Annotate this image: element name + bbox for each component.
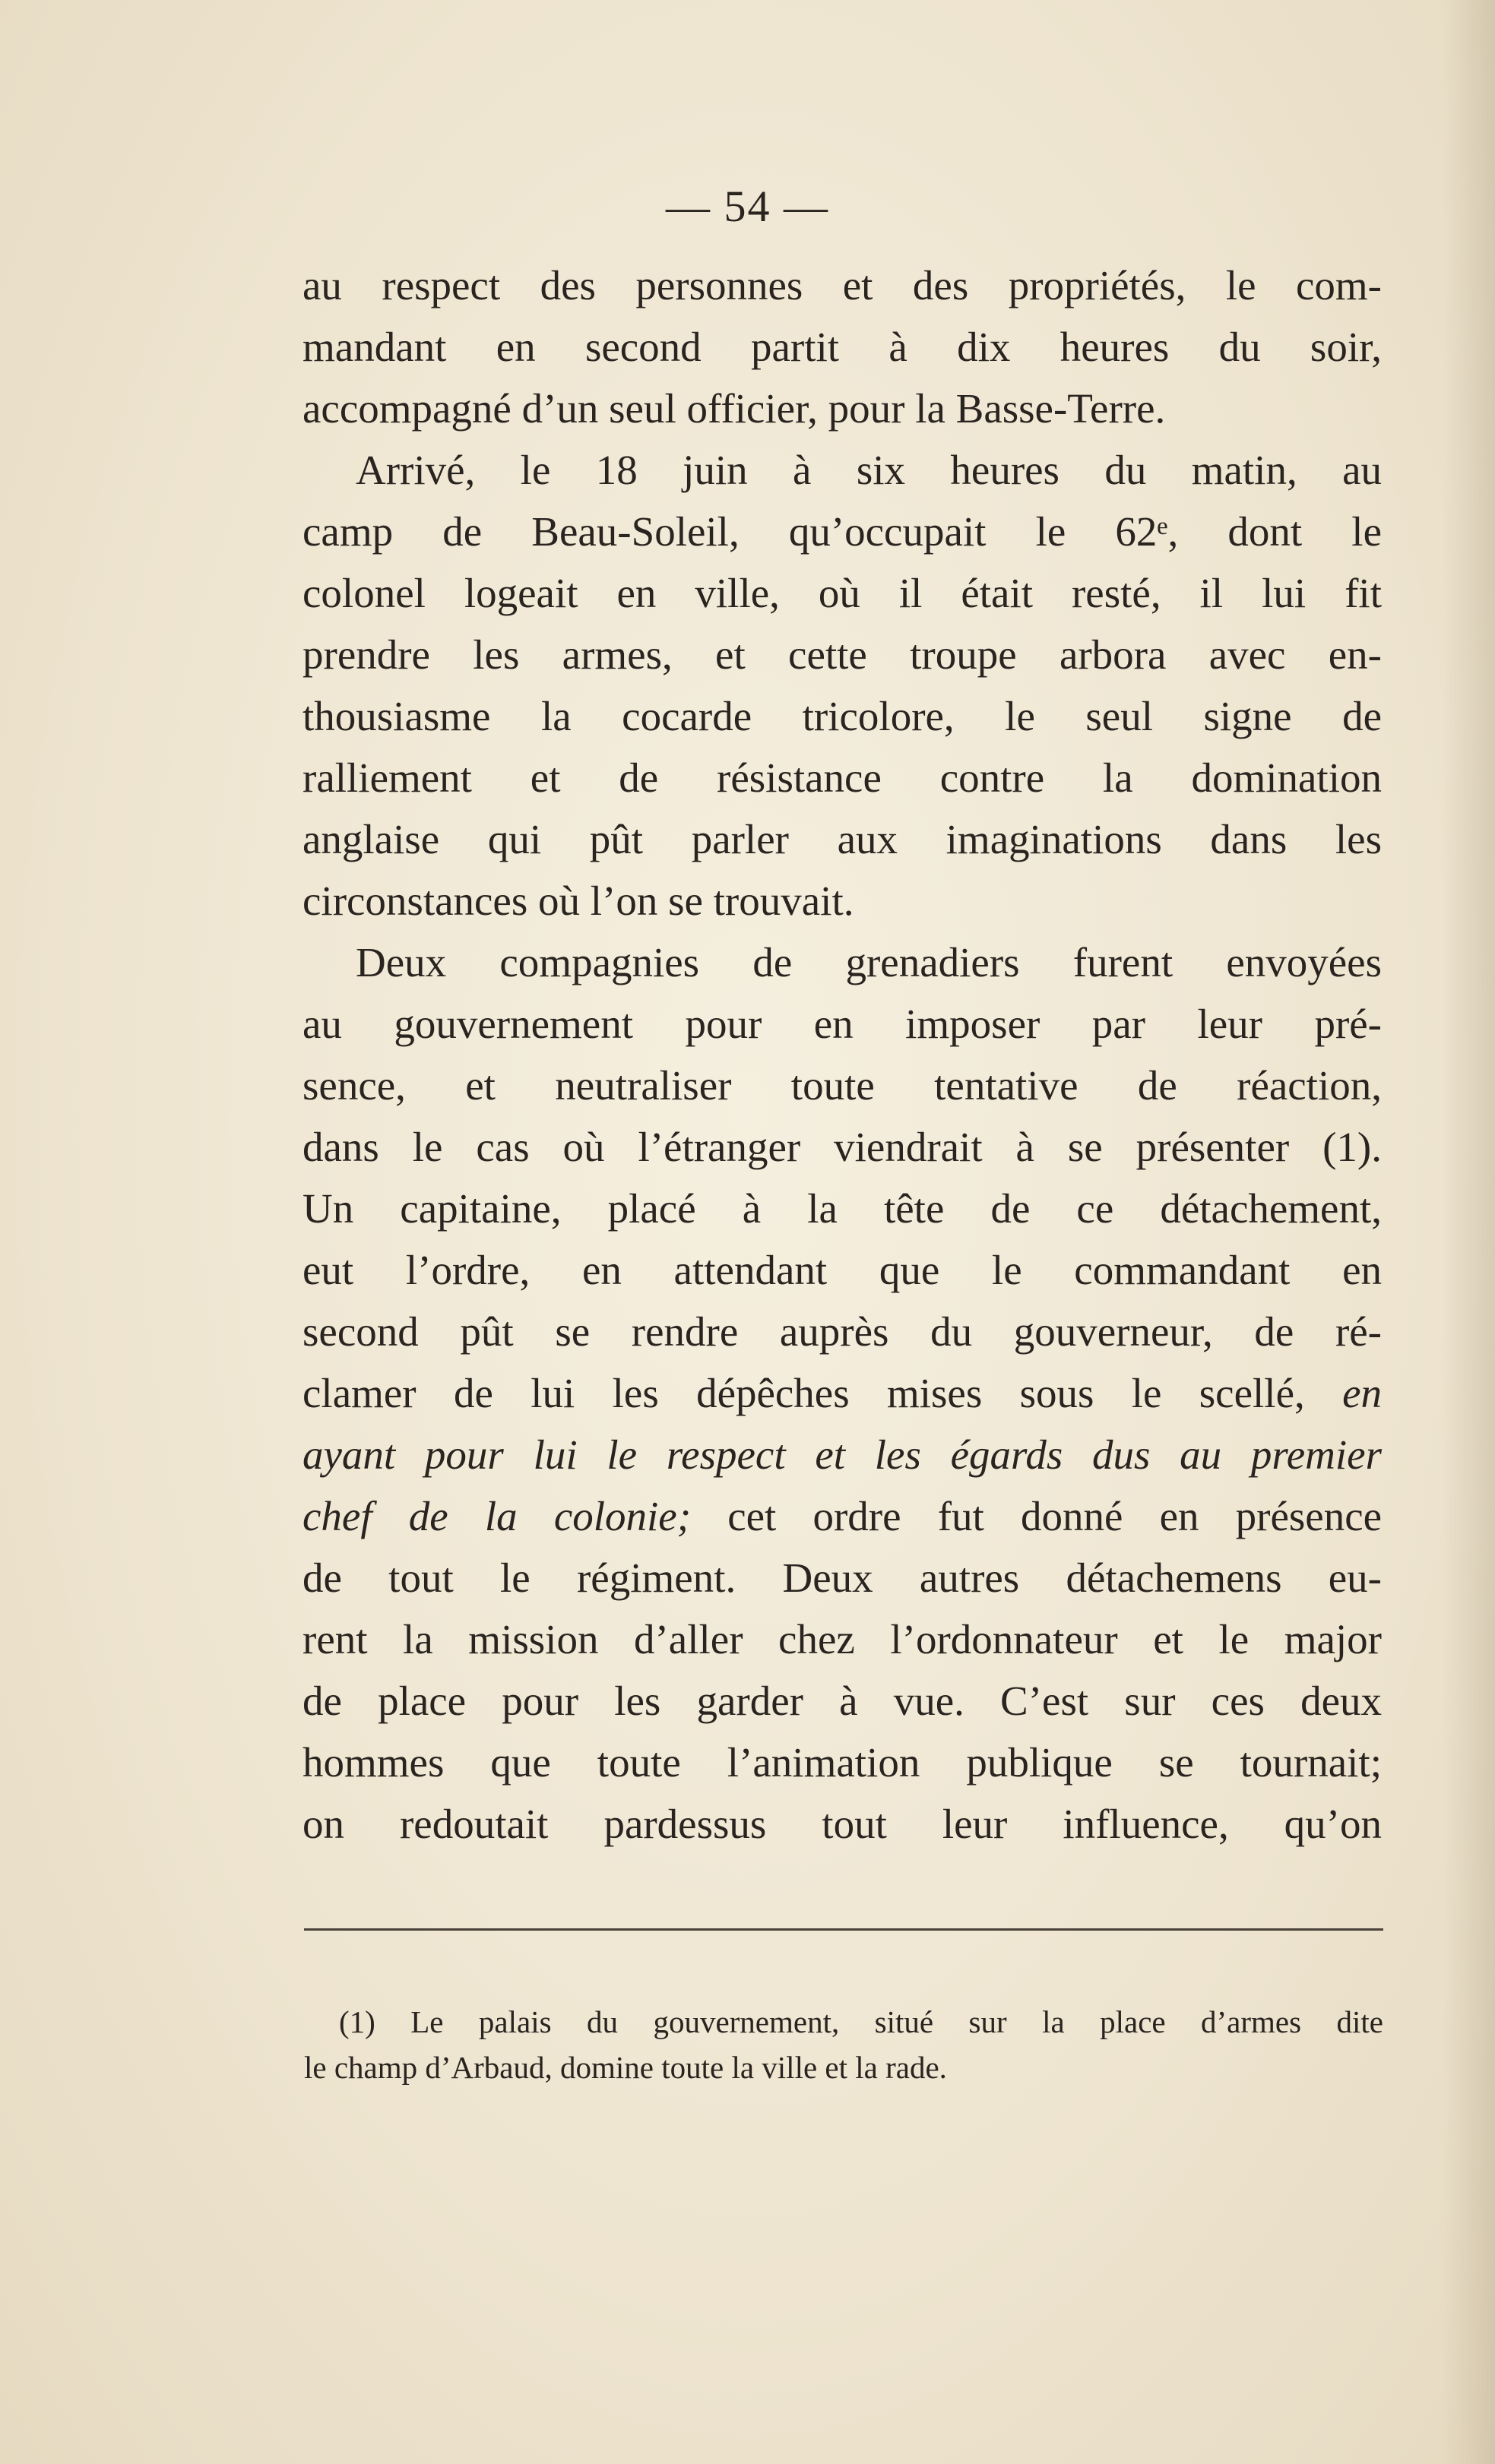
text-line: second pût se rendre auprès du gouverneur, de ré-	[302, 1308, 1382, 1355]
italic-text: en	[1342, 1370, 1383, 1416]
text-line: colonel logeait en ville, où il était resté, il lui fit	[302, 570, 1382, 616]
text-line: anglaise qui pût parler aux imaginations dans les	[302, 816, 1382, 862]
text-line	[302, 1362, 1382, 1424]
text-line	[302, 1485, 1382, 1547]
text-line: rent la mission d’aller chez l’ordonnateur et le major	[302, 1616, 1382, 1662]
page-edge-shadow	[1442, 0, 1495, 2464]
text-line: eut l’ordre, en attendant que le commandant en	[302, 1247, 1382, 1293]
text-line: hommes que toute l’animation publique se tournait;	[302, 1739, 1382, 1786]
text-line: circonstances où l’on se trouvait.	[302, 878, 854, 924]
text-line: dans le cas où l’étranger viendrait à se présenter (1).	[302, 1124, 1382, 1170]
footnote-line: (1) Le palais du gouvernement, situé sur la place d’armes dite	[339, 2004, 1383, 2039]
text-line: au gouvernement pour en imposer par leur pré-	[302, 1001, 1382, 1047]
text-line: de place pour les garder à vue. C’est sur ces deux	[302, 1678, 1382, 1724]
text-line-part: cet ordre fut donné en présence	[727, 1493, 1383, 1539]
text-line: mandant en second partit à dix heures du soir,	[302, 324, 1382, 370]
text-line: sence, et neutraliser toute tentative de réaction,	[302, 1062, 1382, 1109]
text-line: au respect des personnes et des propriétés, le com-	[302, 262, 1382, 308]
text-line: thousiasme la cocarde tricolore, le seul signe de	[302, 693, 1382, 739]
footnote	[304, 1999, 1383, 2090]
text-line: ralliement et de résistance contre la domination	[302, 754, 1382, 801]
italic-text: chef de la colonie;	[302, 1493, 692, 1539]
text-line: Un capitaine, placé à la tête de ce détachement,	[302, 1185, 1382, 1232]
footnote-line: le champ d’Arbaud, domine toute la ville et la rade.	[304, 2050, 947, 2085]
text-line: camp de Beau-Soleil, qu’occupait le 62ᵉ, dont le	[302, 508, 1382, 555]
page-number: — 54 —	[666, 182, 829, 231]
text-line: de tout le régiment. Deux autres détachemens eu-	[302, 1555, 1382, 1601]
text-line: accompagné d’un seul officier, pour la Basse-Terre.	[302, 385, 1166, 432]
text-line: on redoutait pardessus tout leur influence, qu’on	[302, 1801, 1382, 1847]
text-line: prendre les armes, et cette troupe arbora avec en-	[302, 631, 1382, 678]
footnote-divider	[304, 1928, 1383, 1931]
body-text	[302, 255, 1382, 1855]
text-line: Deux compagnies de grenadiers furent envoyées	[356, 939, 1382, 985]
text-line: Arrivé, le 18 juin à six heures du matin, au	[356, 447, 1382, 493]
italic-text-line: ayant pour lui le respect et les égards dus au premier	[302, 1431, 1382, 1478]
text-line-part: clamer de lui les dépêches mises sous le scellé,	[302, 1370, 1305, 1416]
